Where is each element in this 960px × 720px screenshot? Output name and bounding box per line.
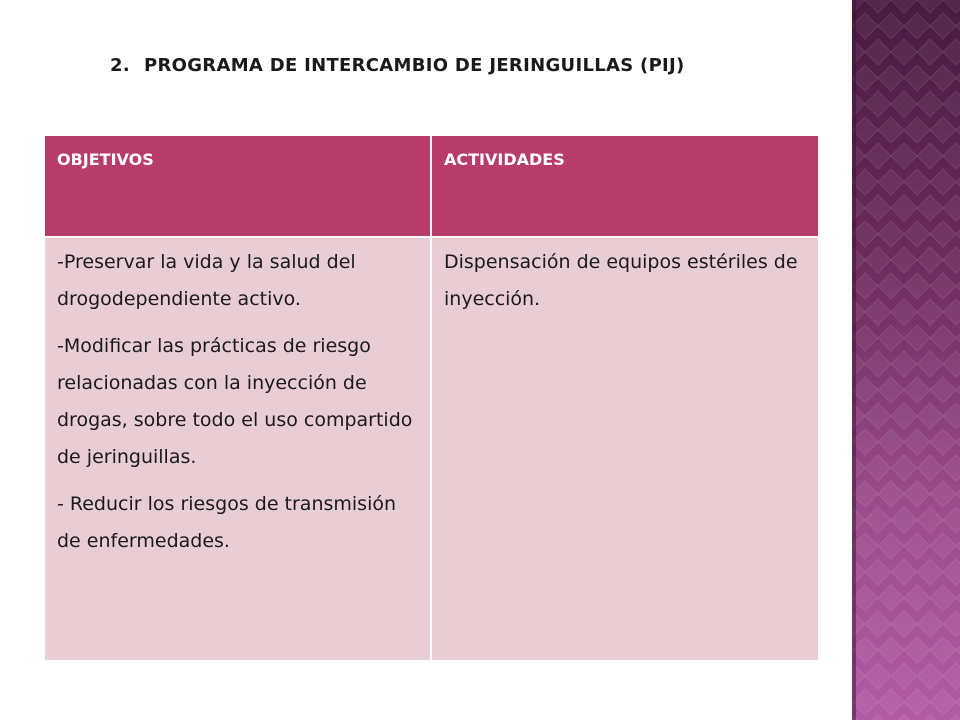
decorative-side-panel <box>852 0 960 720</box>
table-row <box>45 238 818 660</box>
diamond-shape <box>917 143 943 169</box>
program-table <box>45 136 818 660</box>
diamond-shape <box>930 481 956 507</box>
header-actividades: ACTIVIDADES <box>432 136 818 236</box>
diamond-shape <box>917 299 943 325</box>
diamond-shape <box>956 117 960 143</box>
diamond-shape <box>878 429 904 455</box>
diamond-shape <box>943 663 960 689</box>
diamond-shape <box>904 429 930 455</box>
diamond-shape <box>904 221 930 247</box>
diamond-shape <box>943 247 960 273</box>
diamond-shape <box>956 481 960 507</box>
diamond-shape <box>930 637 956 663</box>
diamond-shape <box>943 39 960 65</box>
diamond-shape <box>956 429 960 455</box>
diamond-shape <box>878 117 904 143</box>
diamond-shape <box>865 143 891 169</box>
diamond-shape <box>956 689 960 715</box>
diamond-shape <box>930 429 956 455</box>
diamond-shape <box>865 663 891 689</box>
diamond-shape <box>904 117 930 143</box>
diamond-shape <box>878 221 904 247</box>
diamond-shape <box>904 377 930 403</box>
diamond-shape <box>904 13 930 39</box>
diamond-shape <box>956 585 960 611</box>
diamond-shape <box>917 507 943 533</box>
diamond-shape <box>956 377 960 403</box>
diamond-shape <box>904 325 930 351</box>
diamond-shape <box>930 169 956 195</box>
diamond-shape <box>943 715 960 720</box>
diamond-shape <box>891 507 917 533</box>
diamond-shape <box>865 299 891 325</box>
diamond-shape <box>956 637 960 663</box>
diamond-shape <box>943 403 960 429</box>
title-number: 2. <box>110 55 130 76</box>
diamond-shape <box>930 689 956 715</box>
diamond-shape <box>865 39 891 65</box>
diamond-shape <box>930 13 956 39</box>
diamond-shape <box>917 195 943 221</box>
diamond-shape <box>865 715 891 720</box>
side-panel-edge <box>852 0 856 720</box>
diamond-shape <box>878 533 904 559</box>
diamond-shape <box>917 351 943 377</box>
diamond-shape <box>878 13 904 39</box>
diamond-shape <box>904 585 930 611</box>
diamond-shape <box>917 663 943 689</box>
diamond-shape <box>917 559 943 585</box>
diamond-shape <box>904 65 930 91</box>
diamond-shape <box>904 481 930 507</box>
diamond-shape <box>891 143 917 169</box>
diamond-shape <box>930 65 956 91</box>
diamond-shape <box>878 689 904 715</box>
diamond-shape <box>865 247 891 273</box>
diamond-shape <box>878 585 904 611</box>
diamond-shape <box>865 455 891 481</box>
diamond-shape <box>943 91 960 117</box>
diamond-shape <box>930 533 956 559</box>
diamond-shape <box>904 273 930 299</box>
diamond-shape <box>930 117 956 143</box>
diamond-shape <box>930 221 956 247</box>
diamond-shape <box>891 611 917 637</box>
diamond-shape <box>865 611 891 637</box>
diamond-shape <box>891 663 917 689</box>
diamond-shape <box>917 0 943 13</box>
diamond-shape <box>943 455 960 481</box>
diamond-shape <box>891 195 917 221</box>
diamond-shape <box>904 637 930 663</box>
objetivo-item: -Preservar la vida y la salud del drogodependiente activo. <box>57 251 356 310</box>
diamond-shape <box>917 39 943 65</box>
diamond-shape <box>917 247 943 273</box>
diamond-shape <box>930 273 956 299</box>
diamond-shape <box>930 377 956 403</box>
diamond-shape <box>956 13 960 39</box>
diamond-shape <box>917 91 943 117</box>
diamond-shape <box>891 455 917 481</box>
diamond-shape <box>917 715 943 720</box>
diamond-shape <box>891 299 917 325</box>
diamond-shape <box>878 65 904 91</box>
table-header-row <box>45 136 818 236</box>
diamond-shape <box>904 689 930 715</box>
diamond-shape <box>917 455 943 481</box>
objetivo-item: -Modificar las prácticas de riesgo relacionadas con la inyección de drogas, sobre todo el uso compartido de jeringuillas. <box>57 335 413 468</box>
diamond-shape <box>891 351 917 377</box>
diamond-shape <box>865 507 891 533</box>
diamond-shape <box>956 65 960 91</box>
header-objetivos: OBJETIVOS <box>45 136 430 236</box>
diamond-shape <box>930 325 956 351</box>
diamond-shape <box>865 0 891 13</box>
diamond-shape <box>865 403 891 429</box>
diamond-shape <box>956 221 960 247</box>
diamond-shape <box>956 325 960 351</box>
diamond-pattern <box>852 0 960 720</box>
diamond-shape <box>943 0 960 13</box>
diamond-shape <box>943 195 960 221</box>
diamond-shape <box>891 559 917 585</box>
diamond-shape <box>878 637 904 663</box>
diamond-shape <box>891 39 917 65</box>
diamond-shape <box>943 143 960 169</box>
diamond-shape <box>904 169 930 195</box>
diamond-shape <box>943 559 960 585</box>
objetivo-item: - Reducir los riesgos de transmisión de enfermedades. <box>57 493 397 552</box>
diamond-shape <box>865 195 891 221</box>
diamond-shape <box>865 559 891 585</box>
diamond-shape <box>943 507 960 533</box>
diamond-shape <box>878 377 904 403</box>
diamond-shape <box>956 533 960 559</box>
diamond-shape <box>943 299 960 325</box>
diamond-shape <box>891 91 917 117</box>
objetivos-cell <box>45 238 430 660</box>
diamond-shape <box>943 351 960 377</box>
diamond-shape <box>904 533 930 559</box>
diamond-shape <box>930 585 956 611</box>
diamond-shape <box>891 715 917 720</box>
diamond-shape <box>878 273 904 299</box>
diamond-shape <box>865 351 891 377</box>
diamond-shape <box>878 325 904 351</box>
slide-title <box>110 55 685 76</box>
actividades-cell <box>432 238 818 660</box>
diamond-shape <box>891 247 917 273</box>
diamond-shape <box>878 169 904 195</box>
diamond-shape <box>891 403 917 429</box>
title-text: PROGRAMA DE INTERCAMBIO DE JERINGUILLAS (PIJ) <box>143 55 685 76</box>
actividad-item: Dispensación de equipos estériles de inyección. <box>444 251 798 310</box>
diamond-shape <box>917 611 943 637</box>
diamond-shape <box>943 611 960 637</box>
diamond-shape <box>917 403 943 429</box>
diamond-shape <box>878 481 904 507</box>
diamond-shape <box>891 0 917 13</box>
diamond-shape <box>865 91 891 117</box>
diamond-shape <box>956 273 960 299</box>
diamond-shape <box>956 169 960 195</box>
